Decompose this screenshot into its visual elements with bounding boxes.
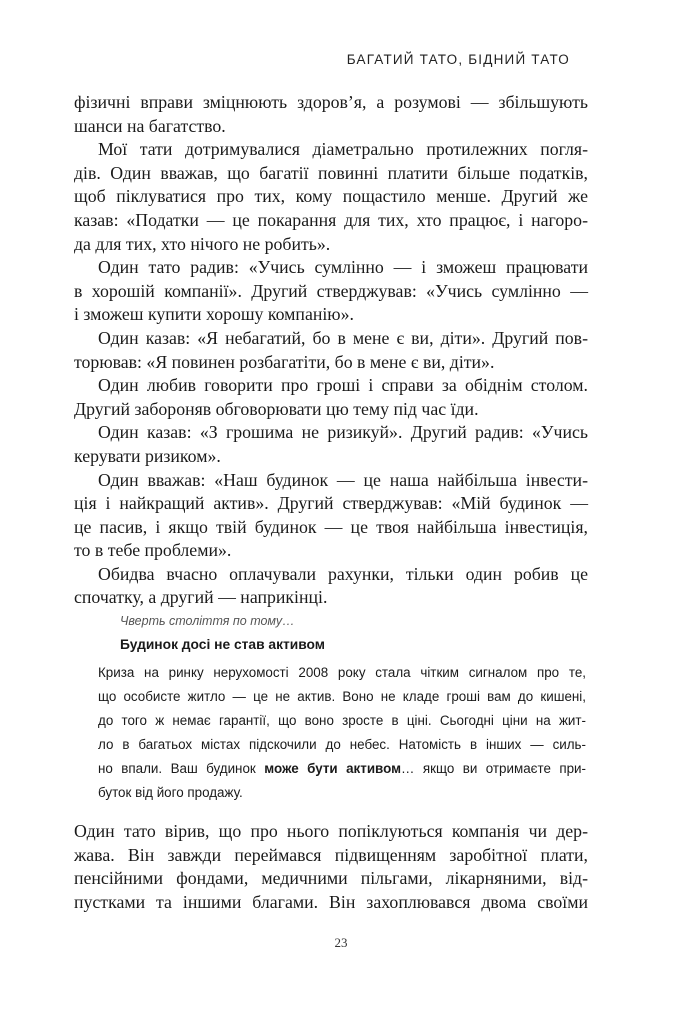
- main-text: [74, 91, 588, 610]
- text-line: Мої тати дотримувалися діаметрально протилежних погля-: [98, 139, 588, 160]
- text-line: Обидва вчасно оплачували рахунки, тільки один робив це: [98, 563, 588, 584]
- running-head: БАГАТИЙ ТАТО, БІДНИЙ ТАТО: [346, 52, 570, 67]
- sidebar-line-mixed: [98, 757, 586, 781]
- sidebar-text: но впали. Ваш будинок: [98, 761, 256, 776]
- text-line: керувати ризиком».: [74, 445, 221, 466]
- text-line: в хорошій компанії». Другий стверджував: «Учись сумлінно —: [74, 280, 588, 301]
- text-line: то в тебе проблеми».: [74, 540, 232, 561]
- sidebar-body: [98, 661, 586, 805]
- text-line: торював: «Я повинен розбагатіти, бо в мене є ви, діти».: [74, 351, 495, 372]
- sidebar-kicker: Чверть століття по тому…: [120, 614, 295, 628]
- text-line: і зможеш купити хорошу компанію».: [74, 304, 354, 325]
- sidebar-line: буток від його продажу.: [98, 785, 243, 800]
- sidebar-text: … якщо ви отримаєте при-: [401, 761, 586, 776]
- text-line: Один тато вірив, що про нього попіклуються компанія чи дер-: [74, 821, 588, 841]
- sidebar-line: до того ж немає гарантії, що воно зросте в ціні. Сьогодні ціни на жит-: [98, 713, 586, 728]
- sidebar-line: ло в багатьох містах підскочили до небес. Натомість в інших — силь-: [98, 737, 586, 752]
- text-line: ція і найкращий актив». Другий стверджував: «Мій будинок —: [74, 493, 588, 514]
- text-line: пенсійними фондами, медичними пільгами, лікарняними, від-: [74, 868, 588, 889]
- text-line: дів. Один вважав, що багатії повинні платити більше податків,: [74, 162, 588, 183]
- sidebar-line: Криза на ринку нерухомості 2008 року стала чітким сигналом про те,: [98, 665, 586, 680]
- text-line: Другий забороняв обговорювати цю тему під час їди.: [74, 398, 479, 419]
- text-line: жава. Він завжди переймався підвищенням заробітної плати,: [74, 844, 588, 865]
- text-line: пустками та іншими благами. Він захоплювався двома своїми: [74, 891, 588, 912]
- text-line: щоб піклуватися про тих, кому пощастило менше. Другий же: [74, 186, 588, 207]
- text-line: це пасив, і якщо твій будинок — це твоя найбільша інвестиція,: [74, 516, 588, 537]
- text-line: Один вважав: «Наш будинок — це наша найбільша інвести-: [98, 469, 588, 490]
- text-line: фізичні вправи зміцнюють здоров’я, а розумові — збільшують: [74, 92, 588, 112]
- page-number: 23: [334, 935, 348, 950]
- text-line: Один казав: «Я небагатий, бо в мене є ви, діти». Другий пов-: [98, 327, 588, 348]
- sidebar-line: що особисте житло — це не актив. Воно не кладе гроші вам до кишені,: [98, 689, 586, 704]
- text-line: Один казав: «З грошима не ризикуй». Другий радив: «Учись: [98, 422, 588, 443]
- bottom-text: [74, 820, 588, 914]
- sidebar-box: [98, 613, 586, 805]
- text-line: спочатку, а другий — наприкінці.: [74, 587, 328, 608]
- sidebar-title: Будинок досі не став активом: [120, 637, 325, 652]
- text-line: шанси на багатство.: [74, 115, 226, 136]
- text-line: казав: «Податки — це покарання для тих, хто працює, і нагоро-: [74, 209, 588, 230]
- text-line: Один любив говорити про гроші і справи за обіднім столом.: [98, 375, 588, 396]
- sidebar-emphasis: може бути активом: [264, 761, 402, 776]
- text-line: да для тих, хто нічого не робить».: [74, 233, 331, 254]
- text-line: Один тато радив: «Учись сумлінно — і зможеш працювати: [98, 257, 588, 278]
